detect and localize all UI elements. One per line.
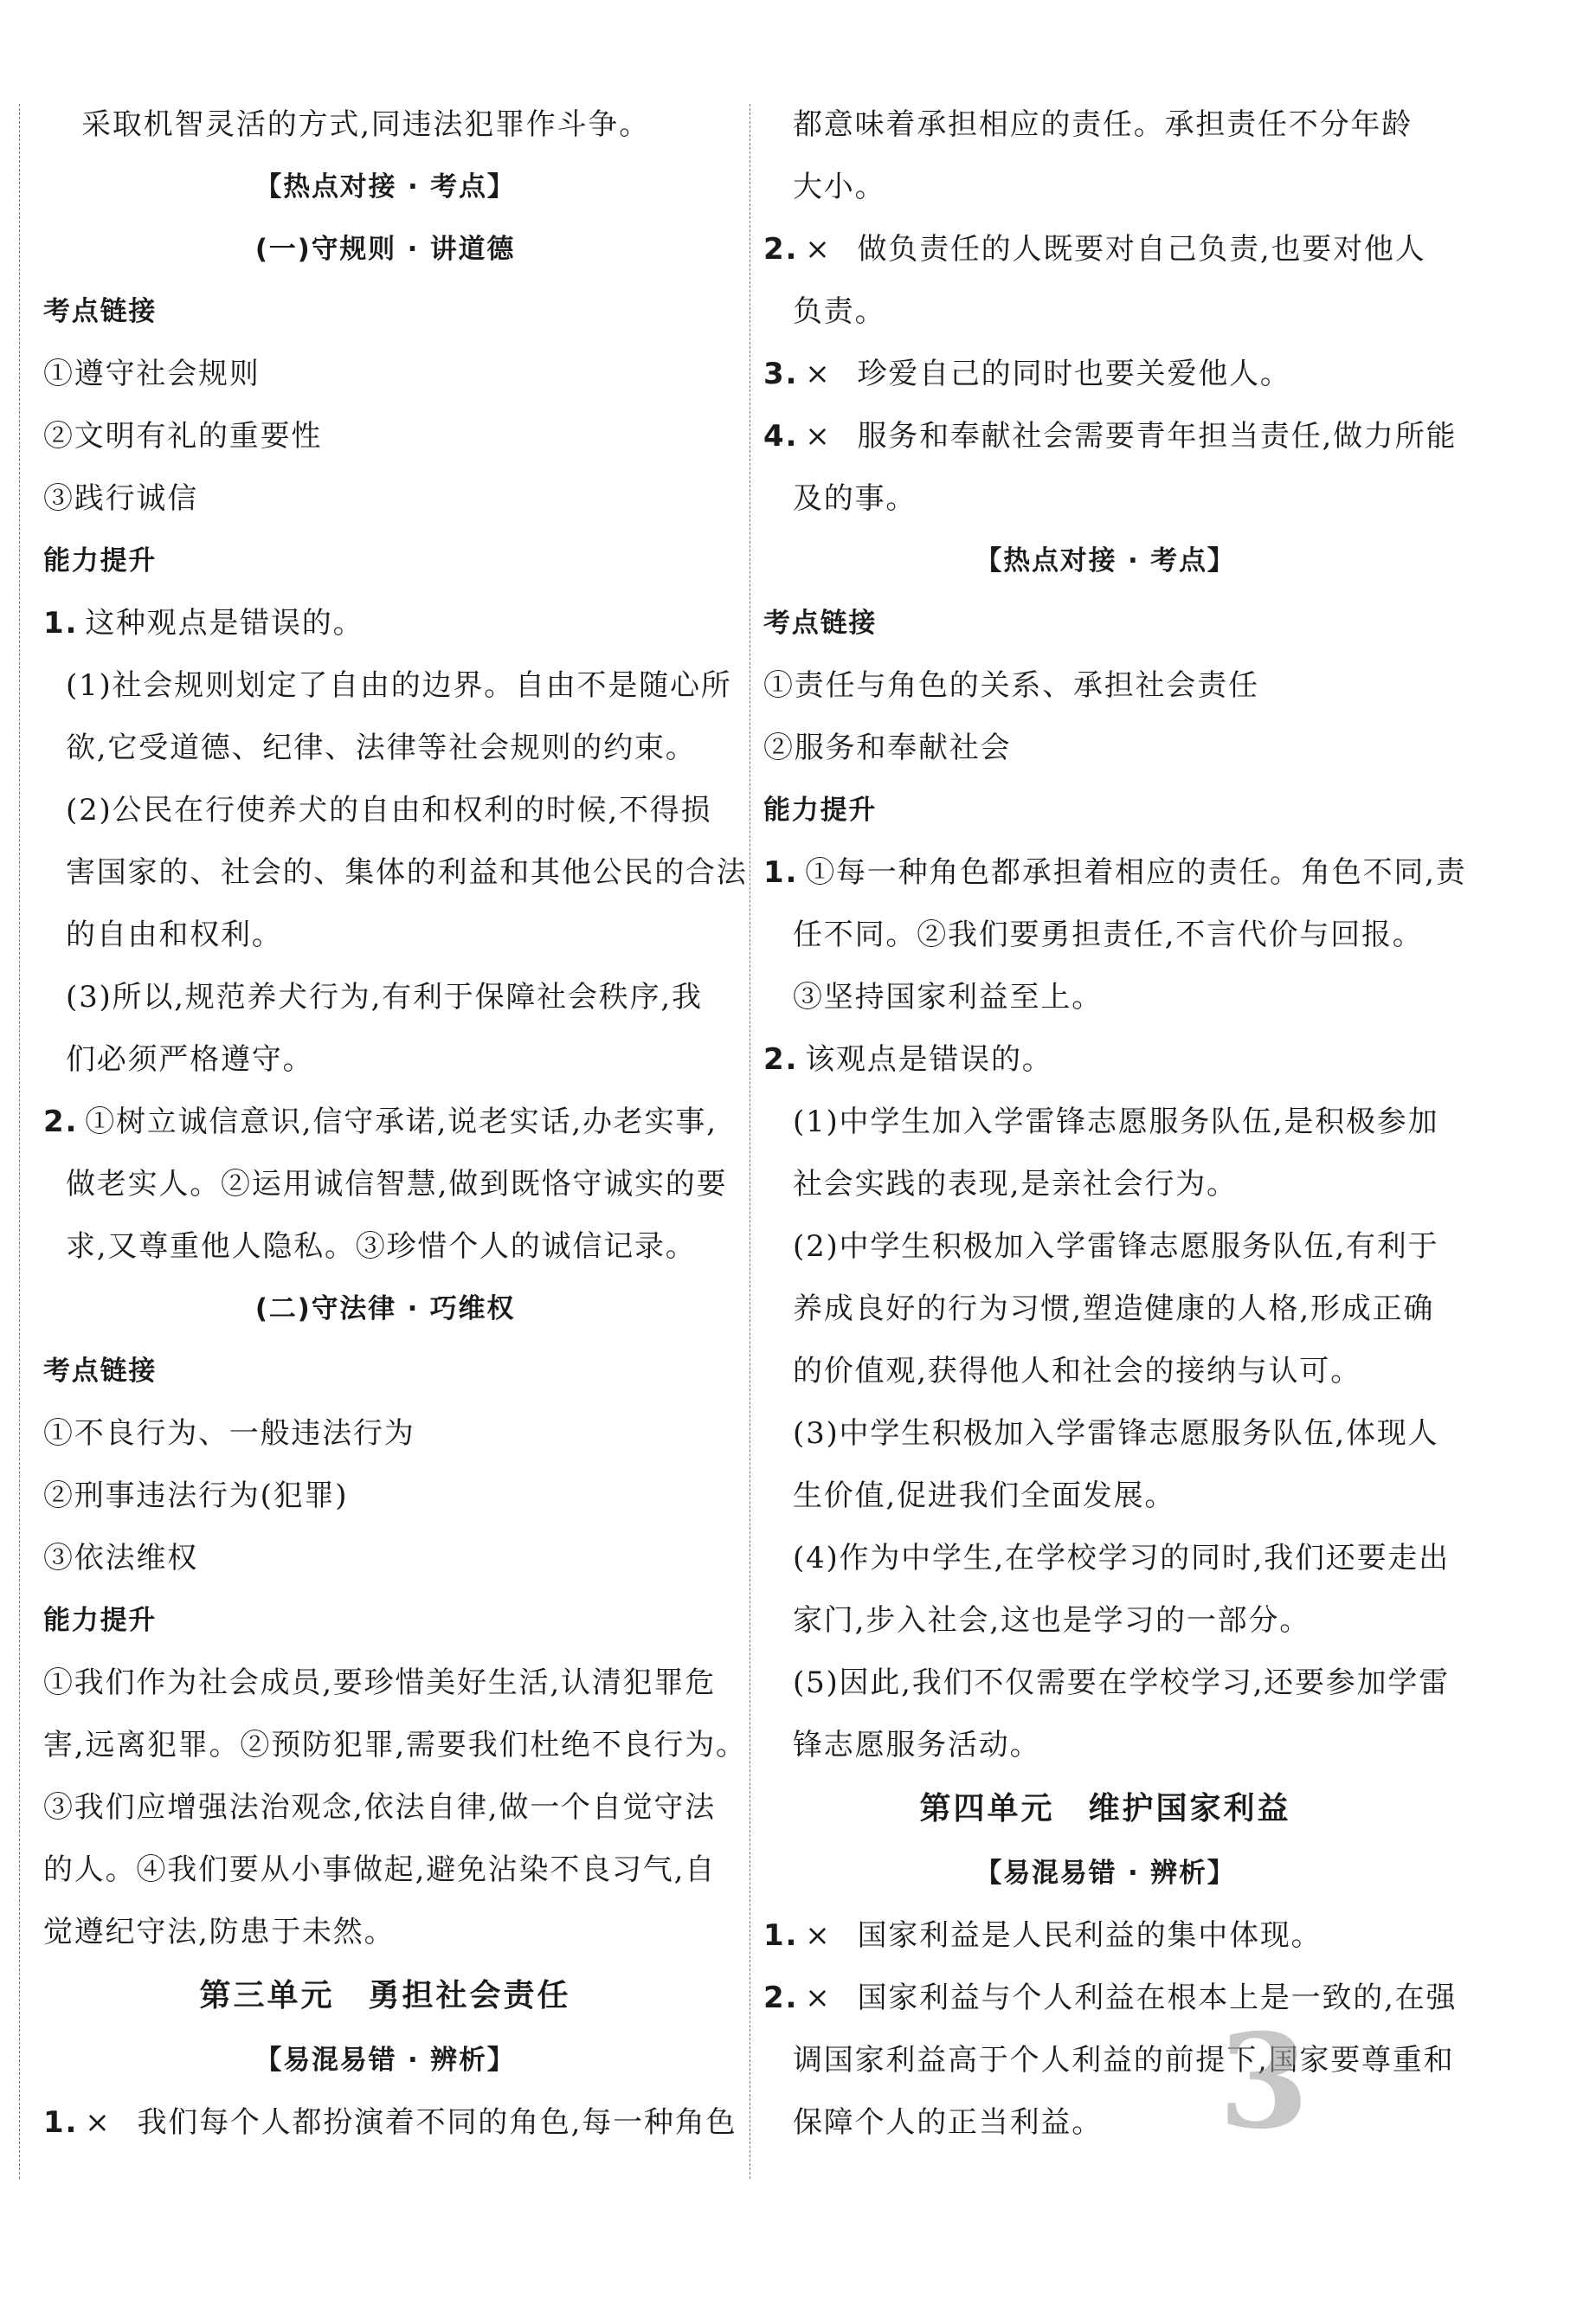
answer-line: 觉遵纪守法,防患于未然。 [43,1915,396,1949]
answer-line: ①我们作为社会成员,要珍惜美好生活,认清犯罪危 [43,1665,717,1700]
question-number: 2. [43,1105,79,1139]
kaodian-link-heading: 考点链接 [43,1356,158,1387]
answer-line: 任不同。②我们要勇担责任,不言代价与回报。 [793,918,1424,952]
answer-line: 保障个人的正当利益。 [793,2105,1103,2140]
question-number: 1. [43,2105,79,2140]
kaodian-link-heading: 考点链接 [43,296,158,327]
answer-line: 求,又尊重他人隐私。③珍惜个人的诚信记录。 [66,1229,697,1264]
kaodian-item: ②服务和奉献社会 [763,731,1012,765]
section-title: (一)守规则 · 讲道德 [254,234,516,265]
answer-text: 服务和奉献社会需要青年担当责任,做力所能 [857,419,1458,454]
left-column [43,93,748,2154]
answer-line: (1)社会规则划定了自由的边界。自由不是随心所 [66,668,732,703]
answer-line: 大小。 [793,170,886,204]
question-number: 4. [763,419,799,454]
answer-line [43,1091,727,1153]
question-number: 3. [763,357,799,391]
kaodian-item: ①不良行为、一般违法行为 [43,1416,415,1451]
answer-line: (4)作为中学生,在学校学习的同时,我们还要走出 [793,1541,1450,1575]
kaodian-item: ②刑事违法行为(犯罪) [43,1479,349,1513]
answer-line: (1)中学生加入学雷锋志愿服务队伍,是积极参加 [793,1105,1439,1139]
confusion-header: 【易混易错 · 辨析】 [254,2045,516,2076]
question-number: 2. [763,232,799,267]
question-number: 1. [43,606,79,641]
kaodian-item: ③践行诚信 [43,481,198,516]
answer-line: 的人。④我们要从小事做起,避免沾染不良习气,自 [43,1852,717,1887]
cross-mark: × [805,357,832,391]
ability-heading: 能力提升 [763,795,878,826]
answer-text: ①每一种角色都承担着相应的责任。角色不同,责 [805,855,1467,890]
cross-mark: × [805,419,832,454]
cross-mark: × [805,1918,832,1953]
answer-line: 的自由和权利。 [66,918,283,952]
right-column [763,93,1467,2158]
ability-heading: 能力提升 [43,1605,158,1636]
answer-line [763,1967,1458,2029]
answer-line: 家门,步入社会,这也是学习的一部分。 [793,1603,1311,1638]
answer-line: 都意味着承担相应的责任。承担责任不分年龄 [793,107,1413,142]
question-number: 1. [763,855,799,890]
answer-line [763,1028,1447,1091]
answer-line: ③坚持国家利益至上。 [793,980,1103,1015]
answer-line: ③我们应增强法治观念,依法自律,做一个自觉守法 [43,1790,717,1825]
hot-topic-header: 【热点对接 · 考点】 [975,545,1236,577]
answer-line [763,1904,1447,1967]
kaodian-item: ①责任与角色的关系、承担社会责任 [763,668,1259,703]
cross-mark: × [805,1981,832,2015]
answer-line: 及的事。 [793,481,917,516]
answer-line [763,405,1458,467]
answer-line: 养成良好的行为习惯,塑造健康的人格,形成正确 [793,1292,1435,1326]
answer-line: 害国家的、社会的、集体的利益和其他公民的合法 [66,855,748,890]
section-title: (二)守法律 · 巧维权 [254,1293,516,1324]
answer-text: 国家利益与个人利益在根本上是一致的,在强 [857,1981,1458,2015]
answer-line: 们必须严格遵守。 [66,1042,314,1077]
unit-title: 第三单元 勇担社会责任 [199,1978,571,2013]
answer-text: 国家利益是人民利益的集中体现。 [857,1918,1322,1953]
kaodian-item: ②文明有礼的重要性 [43,419,323,454]
answer-line: 欲,它受道德、纪律、法律等社会规则的约束。 [66,731,697,765]
answer-line: (3)所以,规范养犬行为,有利于保障社会秩序,我 [66,980,703,1015]
hot-topic-header: 【热点对接 · 考点】 [254,171,516,203]
unit-title: 第四单元 维护国家利益 [919,1791,1291,1826]
answer-text: 我们每个人都扮演着不同的角色,每一种角色 [137,2105,737,2140]
answer-line: (3)中学生积极加入学雷锋志愿服务队伍,体现人 [793,1416,1439,1451]
answer-text: 珍爱自己的同时也要关爱他人。 [857,357,1291,391]
answer-line [763,841,1467,904]
ability-heading: 能力提升 [43,545,158,577]
answer-text: 这种观点是错误的。 [85,606,364,641]
kaodian-link-heading: 考点链接 [763,608,878,639]
answer-line: 锋志愿服务活动。 [793,1728,1041,1762]
confusion-header: 【易混易错 · 辨析】 [975,1858,1236,1889]
cross-mark: × [805,232,832,267]
question-number: 1. [763,1918,799,1953]
answer-line [43,592,727,654]
answer-text: ①树立诚信意识,信守承诺,说老实话,办老实事, [85,1105,718,1139]
answer-text: 做负责任的人既要对自己负责,也要对他人 [857,232,1426,267]
answer-line: 的价值观,获得他人和社会的接纳与认可。 [793,1354,1362,1388]
answer-line: 做老实人。②运用诚信智慧,做到既恪守诚实的要 [66,1167,728,1202]
kaodian-item: ③依法维权 [43,1541,198,1575]
answer-line: (2)公民在行使养犬的自由和权利的时候,不得损 [66,793,712,828]
question-number: 2. [763,1981,799,2015]
answer-line: (2)中学生积极加入学雷锋志愿服务队伍,有利于 [793,1229,1439,1264]
page-number: 3 [1219,2006,1310,2158]
answer-line: 生价值,促进我们全面发展。 [793,1479,1176,1513]
left-margin-dashed-line [19,104,20,2179]
answer-line [43,2091,737,2154]
answer-line: (5)因此,我们不仅需要在学校学习,还要参加学雷 [793,1665,1450,1700]
answer-line: 社会实践的表现,是亲社会行为。 [793,1167,1238,1202]
question-number: 2. [763,1042,799,1077]
answer-line [763,218,1447,280]
answer-line: 害,远离犯罪。②预防犯罪,需要我们杜绝不良行为。 [43,1728,747,1762]
text-line: 采取机智灵活的方式,同违法犯罪作斗争。 [81,107,651,142]
answer-text: 该观点是错误的。 [805,1042,1053,1077]
answer-line [763,343,1447,405]
answer-line: 调国家利益高于个人利益的前提下,国家要尊重和 [793,2043,1455,2078]
cross-mark: × [85,2105,112,2140]
answer-line: 负责。 [793,294,886,329]
kaodian-item: ①遵守社会规则 [43,357,261,391]
